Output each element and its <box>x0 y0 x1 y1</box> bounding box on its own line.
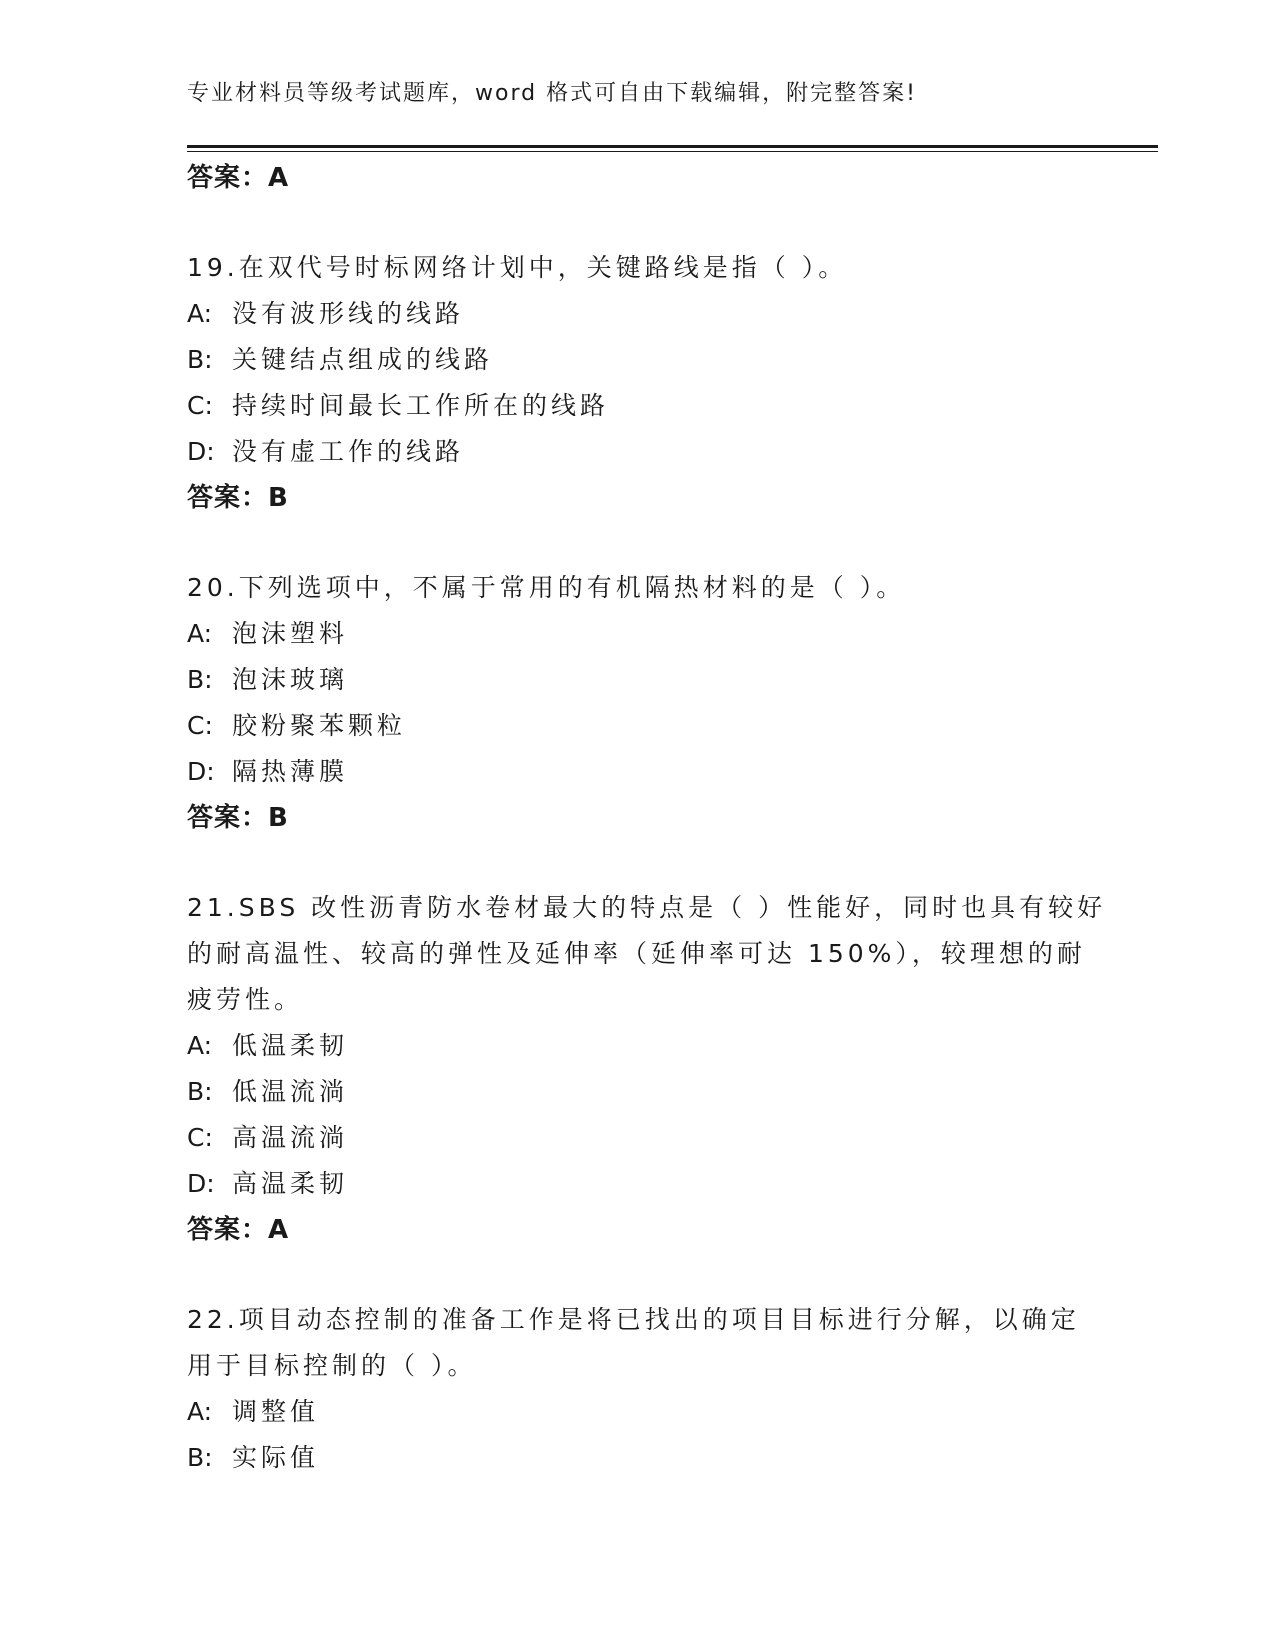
option-c <box>187 383 1087 429</box>
question-19 <box>187 245 1087 521</box>
option-letter: A: <box>187 1397 213 1426</box>
question-stem-line-2: 用于目标控制的（ ）。 <box>187 1351 477 1380</box>
answer-18: 答案：A <box>187 163 290 193</box>
header-rule-thin <box>187 151 1158 152</box>
option-letter: D: <box>187 437 215 466</box>
option-b <box>187 337 1087 383</box>
question-stem-line-1: 21.SBS 改性沥青防水卷材最大的特点是（ ）性能好，同时也具有较好 <box>187 893 1107 922</box>
option-letter: B: <box>187 345 213 374</box>
option-text: 调整值 <box>232 1397 320 1426</box>
option-letter: A: <box>187 299 213 328</box>
option-letter: D: <box>187 757 215 786</box>
option-letter: A: <box>187 619 213 648</box>
option-c <box>187 1115 1087 1161</box>
option-a <box>187 1023 1087 1069</box>
option-a <box>187 611 1087 657</box>
answer: 答案：B <box>187 483 289 513</box>
option-letter: B: <box>187 1077 213 1106</box>
option-letter: B: <box>187 1443 213 1472</box>
option-text: 低温柔韧 <box>232 1031 349 1060</box>
question-21 <box>187 885 1107 1253</box>
option-text: 实际值 <box>232 1443 320 1472</box>
option-text: 关键结点组成的线路 <box>232 345 494 374</box>
question-stem: 19.在双代号时标网络计划中，关键路线是指（ ）。 <box>187 253 848 282</box>
option-text: 没有波形线的线路 <box>232 299 465 328</box>
option-text: 高温柔韧 <box>232 1169 349 1198</box>
answer: 答案：B <box>187 803 289 833</box>
option-letter: D: <box>187 1169 215 1198</box>
question-stem-line-3: 疲劳性。 <box>187 985 304 1014</box>
option-letter: C: <box>187 1123 213 1152</box>
option-b <box>187 657 1087 703</box>
page-header-text: 专业材料员等级考试题库，word 格式可自由下载编辑，附完整答案! <box>187 81 917 106</box>
option-text: 泡沫塑料 <box>232 619 349 648</box>
option-b <box>187 1069 1087 1115</box>
option-text: 持续时间最长工作所在的线路 <box>232 391 610 420</box>
option-text: 隔热薄膜 <box>232 757 349 786</box>
question-stem-line-1: 22.项目动态控制的准备工作是将已找出的项目目标进行分解，以确定 <box>187 1305 1080 1334</box>
option-text: 泡沫玻璃 <box>232 665 349 694</box>
option-b <box>187 1435 1087 1481</box>
option-d <box>187 429 1087 475</box>
question-stem: 20.下列选项中，不属于常用的有机隔热材料的是（ ）。 <box>187 573 906 602</box>
answer: 答案：A <box>187 1215 290 1245</box>
question-22 <box>187 1297 1087 1481</box>
document-body <box>187 155 1107 1481</box>
option-letter: C: <box>187 391 213 420</box>
option-d <box>187 749 1087 795</box>
option-text: 高温流淌 <box>232 1123 349 1152</box>
option-text: 胶粉聚苯颗粒 <box>232 711 407 740</box>
option-text: 低温流淌 <box>232 1077 349 1106</box>
question-stem-line-2: 的耐高温性、较高的弹性及延伸率（延伸率可达 150%），较理想的耐 <box>187 939 1086 968</box>
option-letter: C: <box>187 711 213 740</box>
option-letter: B: <box>187 665 213 694</box>
question-20 <box>187 565 1087 841</box>
option-a <box>187 291 1087 337</box>
option-a <box>187 1389 1087 1435</box>
option-d <box>187 1161 1087 1207</box>
option-letter: A: <box>187 1031 213 1060</box>
option-c <box>187 703 1087 749</box>
option-text: 没有虚工作的线路 <box>232 437 465 466</box>
header-rule-thick <box>187 145 1158 148</box>
